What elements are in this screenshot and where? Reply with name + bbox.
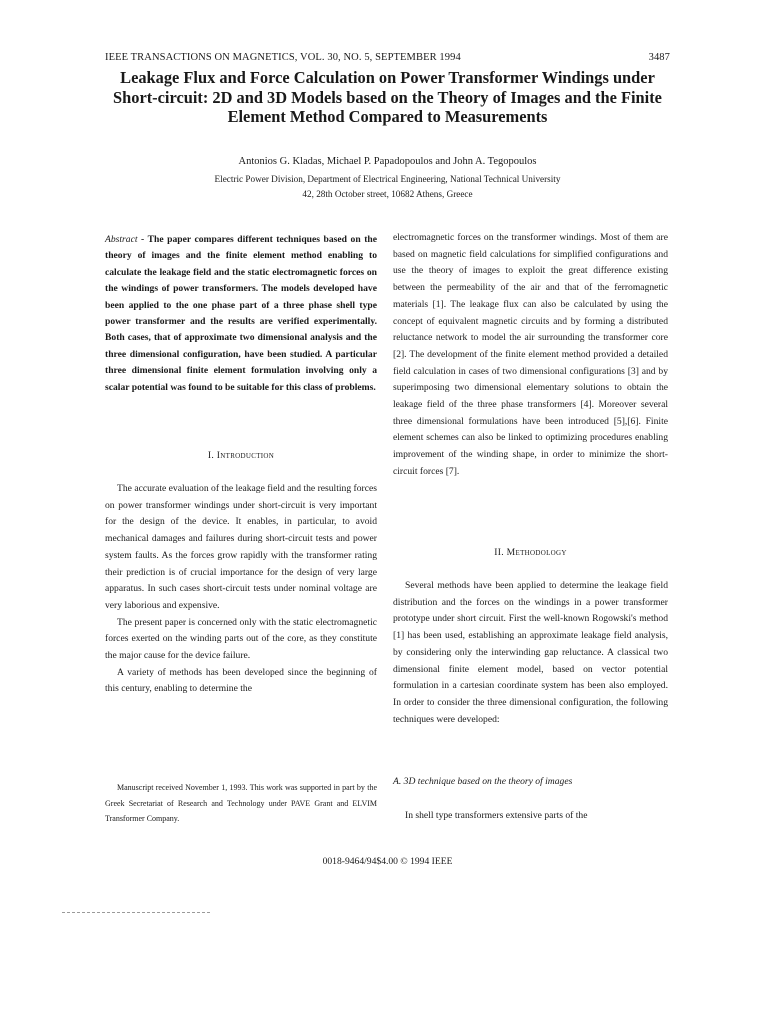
section-heading-methodology: II. Methodology xyxy=(494,547,567,558)
journal-name: IEEE TRANSACTIONS ON MAGNETICS, VOL. 30, NO. 5, SEPTEMBER 1994 xyxy=(105,52,461,63)
abstract-text: - The paper compares different techniques based on the theory of images and the finite element method enabling to calculate the leakage field and the static electromagnetic forces on the windings of power transformers. The models developed have been applied to the one phase part of a three phase shell type power transformer and the results are verified experimentally. Both cases, that of approximate two dimensional analysis and the three dimensional configuration, have been studied. A particular three dimensional finite element formulation involving only a scalar potential was found to be suitable for this class of problems. xyxy=(105,234,377,393)
author-list: Antonios G. Kladas, Michael P. Papadopoulos and John A. Tegopoulos xyxy=(238,156,537,167)
affiliation xyxy=(100,172,675,202)
affiliation-line-1: Electric Power Division, Department of Electrical Engineering, National Technical University xyxy=(214,174,561,184)
section-heading-introduction: I. Introduction xyxy=(207,450,275,461)
introduction-continuation xyxy=(393,230,668,481)
intro-paragraph: The present paper is concerned only with the static electromagnetic forces exerted on the winding parts out of the core, as they constitute the major cause for the device failure. xyxy=(105,616,377,662)
intro-continuation-paragraph: electromagnetic forces on the transformer windings. Most of them are based on magnetic field calculations for simplified configurations and use the theory of images to exploit the great difference existing between the permeability of the air and that of the ferromagnetic materials [1]. The leakage flux can also be calculated by using the concept of equivalent magnetic circuits and by forming a distributed reluctance network to model the air surrounding the transformer core [2]. The development of the finite element method provided a detailed field calculation in cases of two dimensional configurations [3] and by superimposing two dimensional elementary solutions to obtain the leakage field of the three phase transformers [4]. Moreover several three dimensional formulations have been introduced [5],[6]. Finite element schemes can also be linked to optimizing procedures enabling improvement of the winding shape, in order to minimize the short-circuit forces [7]. xyxy=(393,232,668,477)
introduction-body xyxy=(105,481,377,698)
subsection-first-line: In shell type transformers extensive parts of the xyxy=(405,810,588,821)
page-number: 3487 xyxy=(648,52,670,63)
manuscript-footnote: Manuscript received November 1, 1993. This work was supported in part by the Greek Secretariat of Research and Technology under PAVE Grant and ELVIM Transformer Company. xyxy=(105,783,377,823)
affiliation-line-2: 42, 28th October street, 10682 Athens, Greece xyxy=(302,189,473,199)
copyright-footer: 0018-9464/94$4.00 © 1994 IEEE xyxy=(322,856,453,867)
paper-title: Leakage Flux and Force Calculation on Power Transformer Windings under Short-circuit: 2D and 3D Models based on the Theory of Images and the Finite Element Method Compared to Measurements xyxy=(113,68,662,126)
running-header xyxy=(105,52,670,63)
subsection-heading-3d-technique: A. 3D technique based on the theory of images xyxy=(393,776,573,787)
intro-paragraph: The accurate evaluation of the leakage field and the resulting forces on power transformer windings under short-circuit is very important for the design of the device. It enables, in particular, to avoid mechanical damages and failures during short-circuit tests and power system faults. As the forces grow rapidly with the transformer rating their prediction is of crucial importance for the design of very large apparatus. In such cases short-circuit tests under nominal voltage are very laborious and expensive. xyxy=(105,483,377,611)
abstract xyxy=(105,232,377,396)
intro-paragraph: A variety of methods has been developed since the beginning of this century, enabling to determine the xyxy=(105,666,377,695)
methodology-body xyxy=(393,578,668,728)
methodology-paragraph: Several methods have been applied to determine the leakage field distribution and the forces on the windings in a power transformer prototype under short circuit. First the well-known Rogowski's method [1] has been used, establishing an approximate leakage field analysis, by considering only the interwinding gap reluctance. A classical two dimensional finite element model, based on vector potential formulation in a cartesian coordinate system has been also employed. In order to consider the three dimensional configuration, the following techniques were developed: xyxy=(393,580,668,725)
scan-artifact-line xyxy=(62,912,210,913)
abstract-label: Abstract xyxy=(105,234,138,245)
subsection-body xyxy=(393,808,668,825)
